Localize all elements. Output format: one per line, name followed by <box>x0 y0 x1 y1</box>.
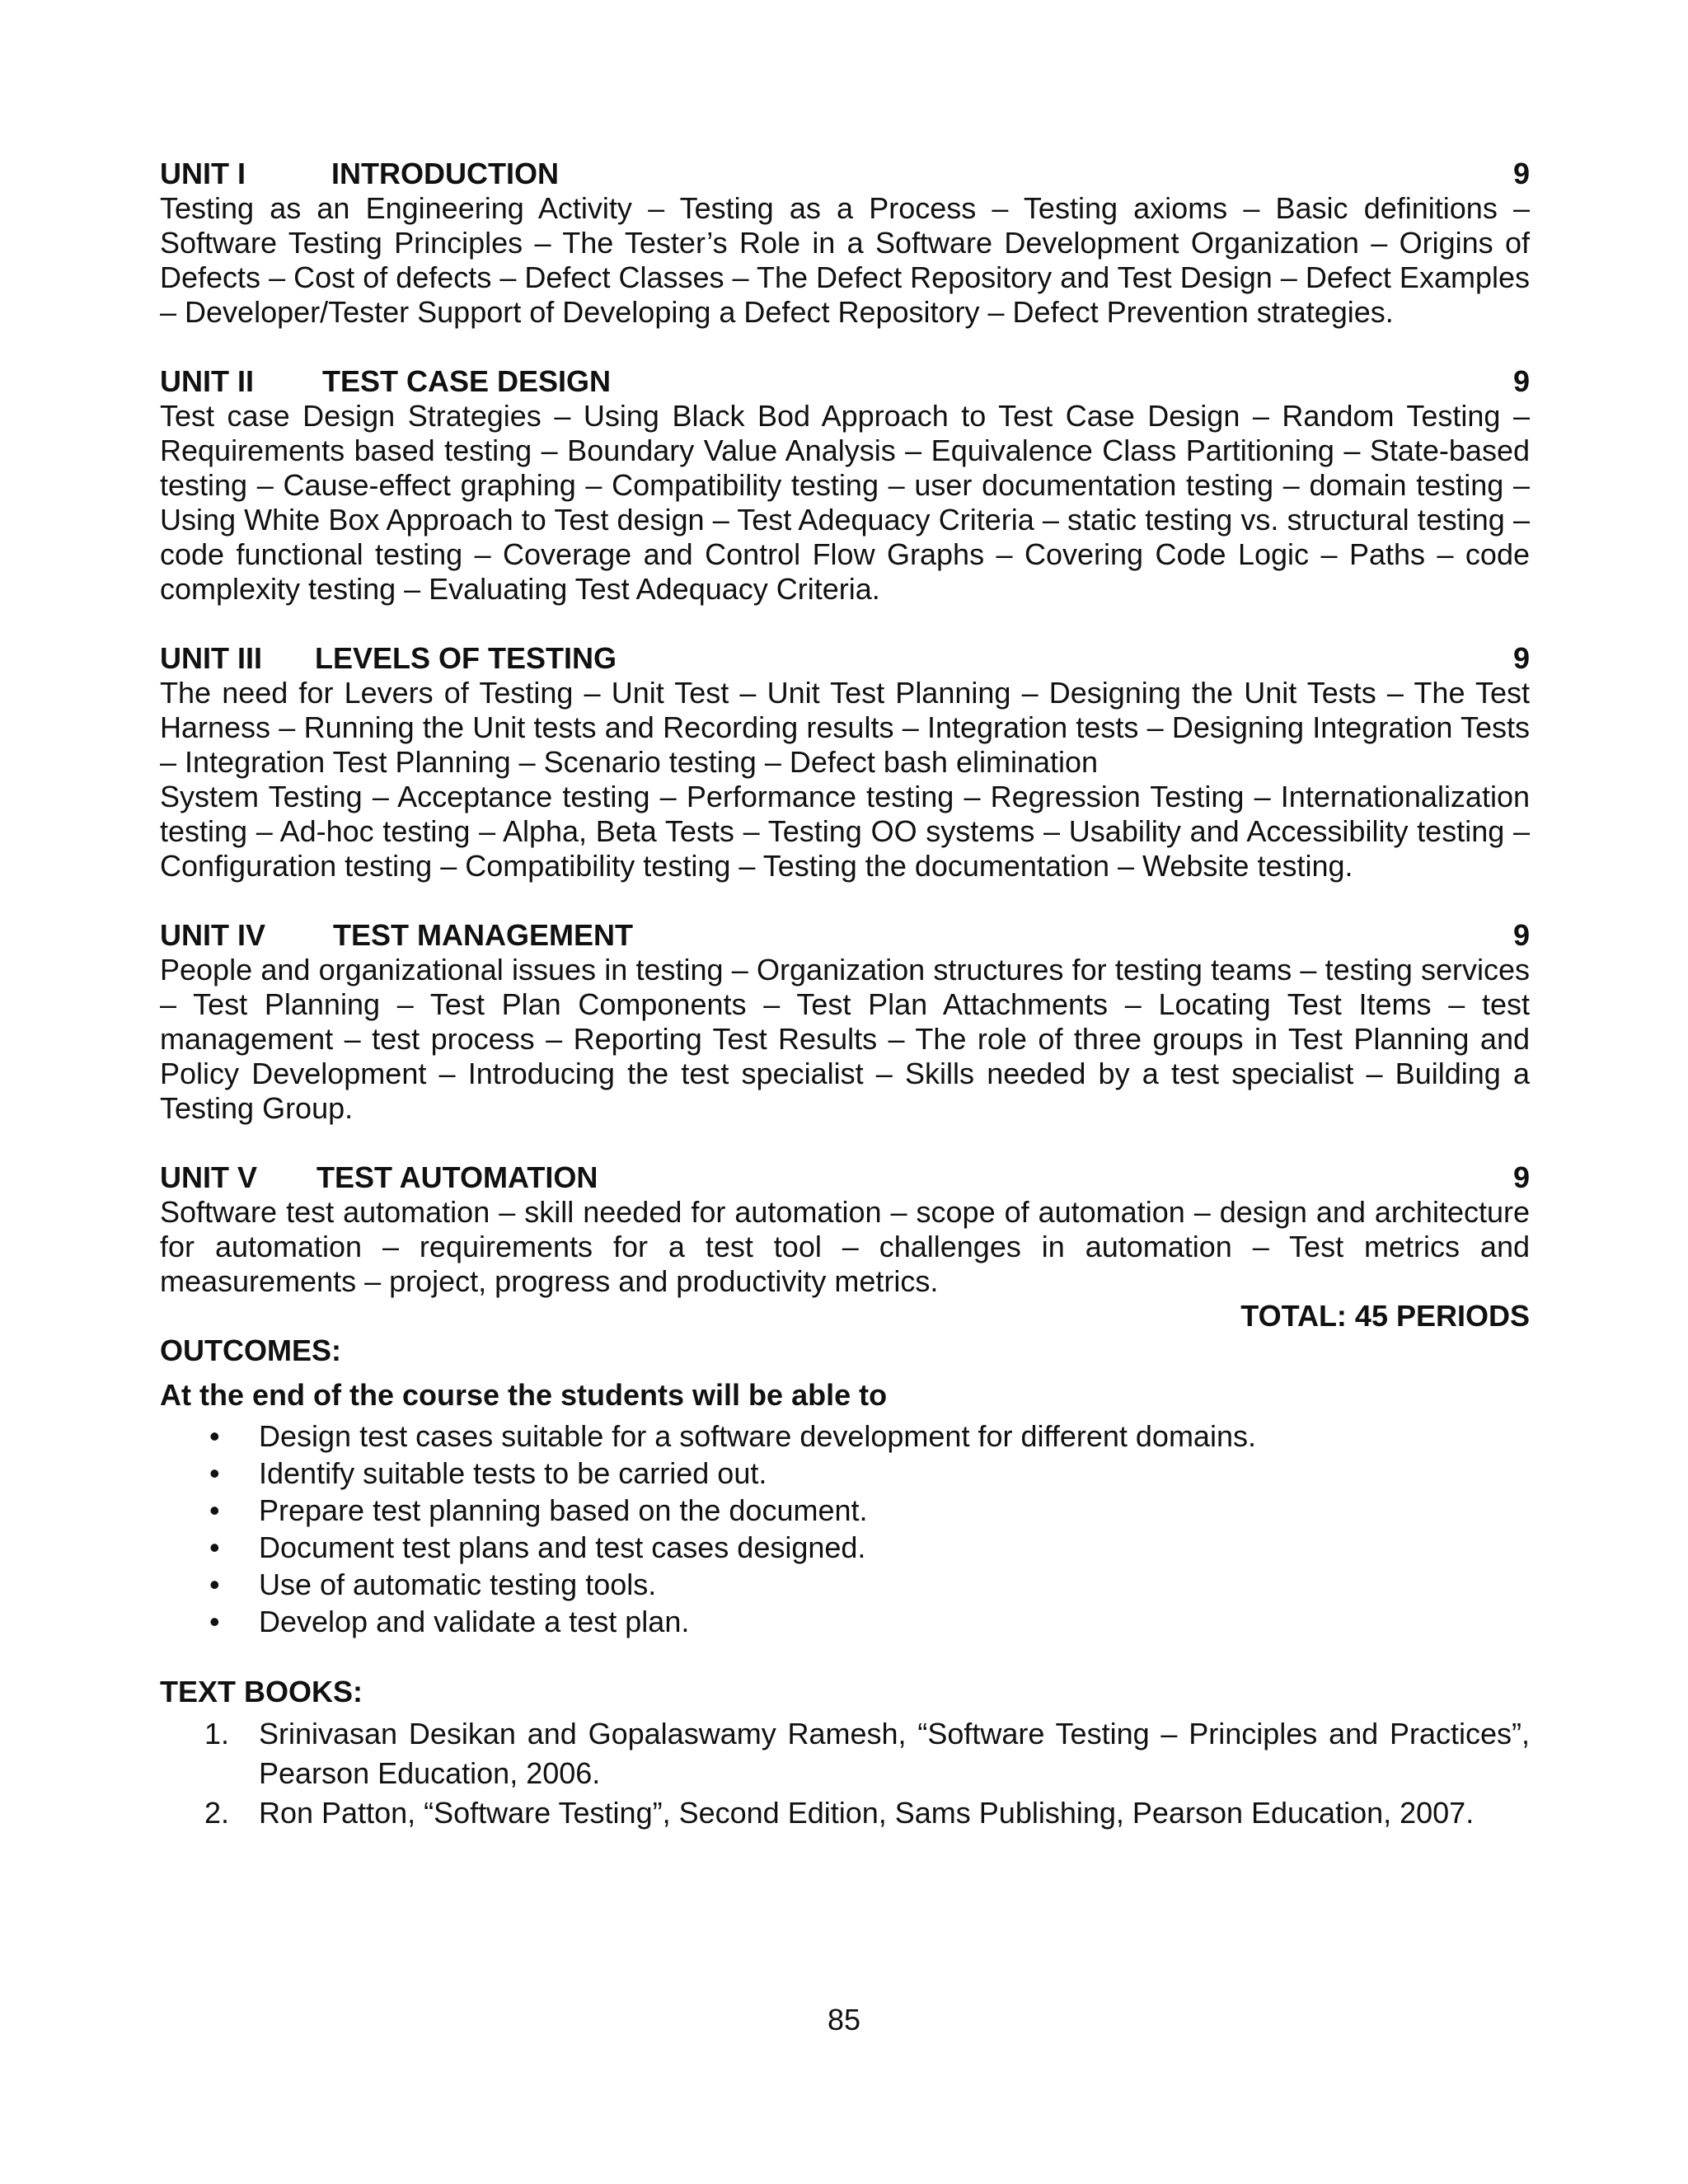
bullet-icon: • <box>209 1568 220 1601</box>
list-item: 1. Srinivasan Desikan and Gopalaswamy Ramesh, “Software Testing – Principles and Practices”, Pearson Education, 2006. <box>204 1714 1530 1793</box>
unit-hours: 9 <box>1512 1160 1530 1194</box>
unit-3 <box>160 641 1530 883</box>
unit-description: People and organizational issues in testing – Organization structures for testing teams – testing services – Test Planning – Test Plan Components – Test Plan Attachments – Locating Test Items – test management – test process – Reporting Test Results – The role of three groups in Test Planning and Policy Development – Introducing the test specialist – Skills needed by a test specialist – Building a Testing Group. <box>160 953 1530 1125</box>
unit-number: UNIT V <box>160 1160 258 1194</box>
unit-hours: 9 <box>1512 364 1530 398</box>
list-item: • Develop and validate a test plan. <box>209 1605 690 1638</box>
unit-title: TEST CASE DESIGN <box>322 364 612 398</box>
list-item: • Identify suitable tests to be carried out. <box>209 1456 767 1490</box>
unit-hours: 9 <box>1512 641 1530 675</box>
unit-4 <box>160 918 1530 1126</box>
unit-description: Test case Design Strategies – Using Black Bod Approach to Test Case Design – Random Testing – Requirements based testing – Boundary Value Analysis – Equivalence Class Partitioning – State-based testing – Cause-effect graphing – Compatibility testing – user documentation testing – domain testing – Using White Box Approach to Test design – Test Adequacy Criteria – static testing vs. structural testing – code functional testing – Coverage and Control Flow Graphs – Covering Code Logic – Paths – code complexity testing – Evaluating Test Adequacy Criteria. <box>160 399 1530 606</box>
outcomes-lead: At the end of the course the students will be able to <box>160 1378 888 1412</box>
page-number: 85 <box>827 2003 861 2036</box>
list-item: • Design test cases suitable for a software development for different domains. <box>209 1419 1256 1453</box>
unit-title: INTRODUCTION <box>331 157 559 190</box>
outcomes-heading: OUTCOMES: <box>160 1333 341 1367</box>
list-item: 2. Ron Patton, “Software Testing”, Second Edition, Sams Publishing, Pearson Education, 2007. <box>204 1793 1530 1833</box>
list-item: • Prepare test planning based on the document. <box>209 1493 868 1527</box>
unit-heading <box>160 157 1530 191</box>
outcomes-list <box>160 1418 1530 1640</box>
unit-description: Testing as an Engineering Activity – Testing as a Process – Testing axioms – Basic definitions – Software Testing Principles – The Tester’s Role in a Software Development Organization – Origins of Defects – Cost of defects – Defect Classes – The Defect Repository and Test Design – Defect Examples – Developer/Tester Support of Developing a Defect Repository – Defect Prevention strategies. <box>160 191 1530 329</box>
bullet-icon: • <box>209 1605 220 1638</box>
unit-number: UNIT II <box>160 364 254 398</box>
bullet-icon: • <box>209 1419 220 1453</box>
unit-description: The need for Levers of Testing – Unit Test – Unit Test Planning – Designing the Unit Tests – The Test Harness – Running the Unit tests and Recording results – Integration tests – Designing Integration Tests – Integration Test Planning – Scenario testing – Defect bash elimination <box>160 676 1530 779</box>
unit-title: LEVELS OF TESTING <box>315 641 617 675</box>
item-number: 1. <box>204 1717 230 1750</box>
text-books-list <box>160 1714 1530 1833</box>
unit-hours: 9 <box>1512 157 1530 190</box>
unit-title: TEST MANAGEMENT <box>333 918 633 952</box>
unit-number: UNIT III <box>160 641 262 675</box>
unit-1 <box>160 157 1530 330</box>
unit-description: Software test automation – skill needed for automation – scope of automation – design and architecture for automation – requirements for a test tool – challenges in automation – Test metrics and measurements – project, progress and productivity metrics. <box>160 1195 1530 1298</box>
text-books-heading: TEXT BOOKS: <box>160 1675 363 1708</box>
bullet-icon: • <box>209 1456 220 1490</box>
unit-5 <box>160 1160 1530 1299</box>
list-item: • Document test plans and test cases designed. <box>209 1530 866 1564</box>
unit-heading <box>160 1160 1530 1195</box>
unit-number: UNIT IV <box>160 918 266 952</box>
syllabus-content <box>160 157 1530 1833</box>
unit-description-continued: System Testing – Acceptance testing – Performance testing – Regression Testing – Internationalization testing – Ad-hoc testing – Alpha, Beta Tests – Testing OO systems – Usability and Accessibility testing – Configuration testing – Compatibility testing – Testing the documentation – Website testing. <box>160 780 1530 883</box>
unit-heading <box>160 918 1530 953</box>
unit-heading <box>160 641 1530 676</box>
item-number: 2. <box>204 1796 230 1830</box>
unit-number: UNIT I <box>160 157 246 190</box>
unit-2 <box>160 364 1530 607</box>
list-item: • Use of automatic testing tools. <box>209 1568 657 1601</box>
bullet-icon: • <box>209 1493 220 1527</box>
unit-title: TEST AUTOMATION <box>316 1160 598 1194</box>
total-periods: TOTAL: 45 PERIODS <box>1240 1299 1530 1333</box>
unit-heading <box>160 364 1530 399</box>
unit-hours: 9 <box>1512 918 1530 952</box>
bullet-icon: • <box>209 1530 220 1564</box>
